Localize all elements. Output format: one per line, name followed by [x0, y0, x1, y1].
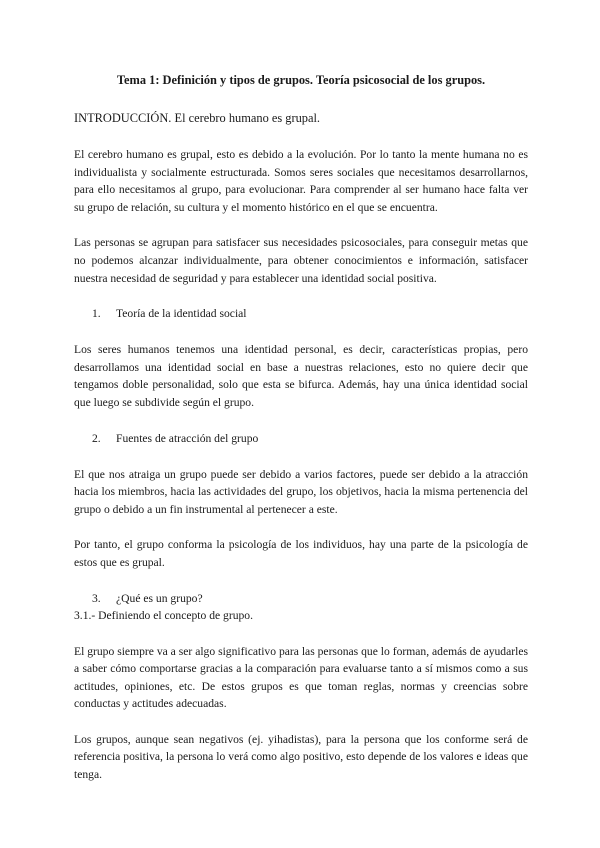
paragraph-needs: Las personas se agrupan para satisfacer sus necesidades psicosociales, para conseguir metas que no podemos alcanzar individualmente, para obtener conocimientos e información, satisfacer nuestra necesidad de seguridad y para establecer una identidad social positiva.	[74, 236, 528, 285]
paragraph-attraction: El que nos atraiga un grupo puede ser debido a varios factores, puede ser debido a la atracción hacia los miembros, hacia las actividades del grupo, los objetivos, hacia la misma pertenencia del grupo o debido a un fin instrumental al pertenecer a este.	[74, 467, 528, 516]
paragraph-identity: Los seres humanos tenemos una identidad personal, es decir, características propias, pero desarrollamos una identidad social en base a nuestras relaciones, esto no quiere decir que tengamos doble personalidad, solo que esta se bifurca. Además, hay una única identidad social que luego se subdivide según el grupo.	[74, 343, 528, 409]
section-heading-2	[92, 430, 528, 447]
paragraph-evolution: El cerebro humano es grupal, esto es debido a la evolución. Por lo tanto la mente humana no es individualista y socialmente estructurada. Somos seres sociales que necesitamos desarrollarnos, para ello necesitamos al grupo, para evolucionar. Para comprender al ser humano hace falta ver su grupo de relación, su cultura y el momento histórico en el que se encuentra.	[74, 148, 528, 214]
section-title: Fuentes de atracción del grupo	[116, 431, 259, 445]
document-title: Tema 1: Definición y tipos de grupos. Teoría psicosocial de los grupos.	[116, 73, 486, 87]
section-heading-3	[92, 590, 528, 607]
paragraph-significance: El grupo siempre va a ser algo significativo para las personas que lo forman, además de ayudarles a saber cómo comportarse gracias a la comparación para evaluarse tanto a sí mismos como a sus actitudes, opiniones, etc. De estos grupos es que toman reglas, normas y creencias sobre conductas y actitudes adecuadas.	[74, 644, 528, 711]
section-heading-1	[92, 305, 528, 322]
section-number: 3.	[92, 591, 101, 605]
section-title: ¿Qué es un grupo?	[116, 591, 203, 605]
section-title: Teoría de la identidad social	[116, 307, 247, 321]
intro-line: INTRODUCCIÓN. El cerebro humano es grupal.	[74, 111, 321, 125]
section-number: 2.	[92, 431, 101, 445]
section-number: 1.	[92, 307, 101, 321]
paragraph-reference: Los grupos, aunque sean negativos (ej. yihadistas), para la persona que los conforme será de referencia positiva, la persona lo verá como algo positivo, esto depende de los valores e ideas que tenga.	[74, 732, 528, 782]
paragraph-psychology: Por tanto, el grupo conforma la psicología de los individuos, hay una parte de la psicología de estos que es grupal.	[74, 538, 528, 569]
subsection-heading: 3.1.- Definiendo el concepto de grupo.	[74, 608, 254, 622]
